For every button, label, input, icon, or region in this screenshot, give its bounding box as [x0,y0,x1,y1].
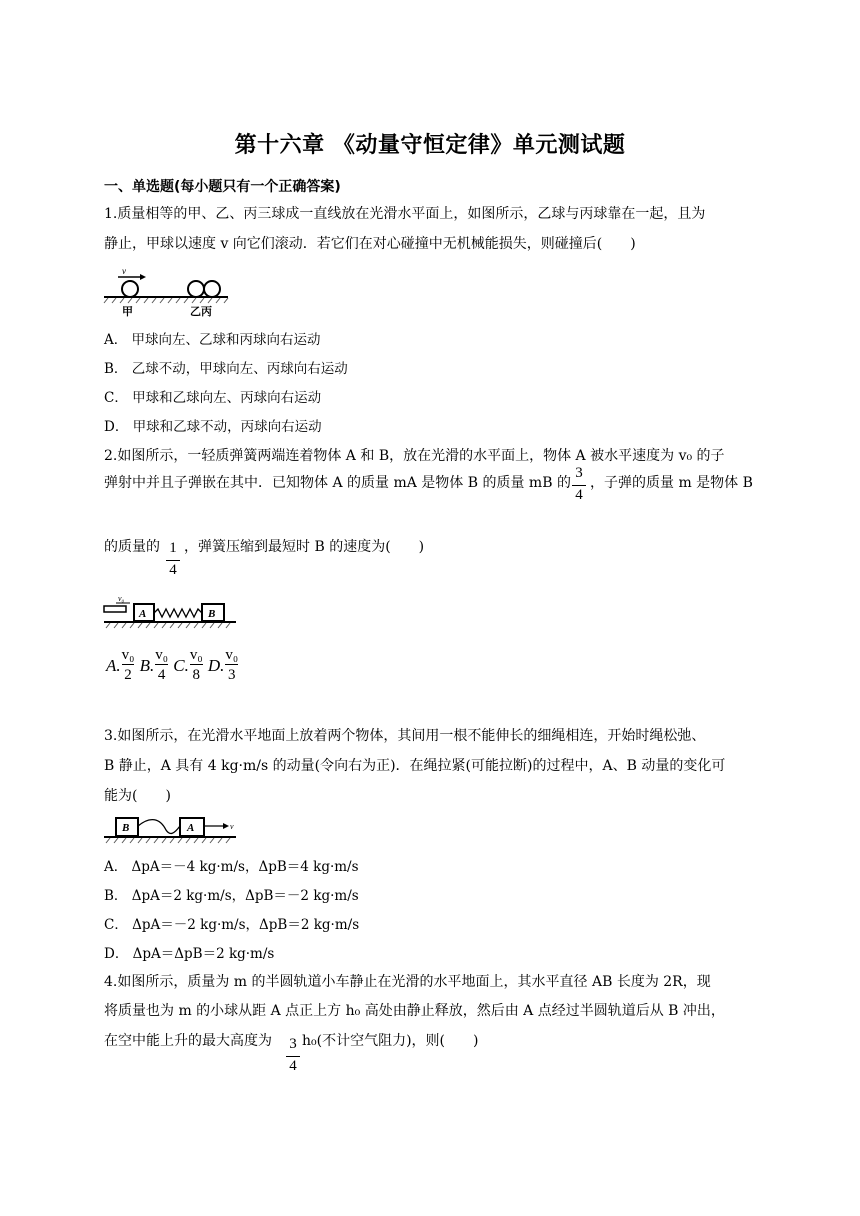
q2-fig-label-b: B [208,608,216,620]
q3-option-c: C． ΔpA＝－2 kg·m/s，ΔpB＝2 kg·m/s [104,917,360,933]
q2-fraction-1-4 [166,540,180,581]
q2-choice-b-label: B. [139,655,155,675]
q2-text-line1: 2.如图所示，一轻质弹簧两端连着物体 A 和 B，放在光滑的水平面上，物体 A 被水平速度为 v₀ 的子 [104,448,725,464]
q2-choice-a-fraction: $\frac{\text{v₀}}{2}$ [121,647,135,683]
q3-option-a: A． ΔpA＝－4 kg·m/s，ΔpB＝4 kg·m/s [104,859,359,875]
q1-option-a: A． 甲球向左、乙球和丙球向右运动 [104,332,321,348]
q1-option-d: D． 甲球和乙球不动，丙球向右运动 [104,419,322,435]
q3-fig-label-b: B [122,822,130,834]
q2-choice-d-fraction: $\frac{\text{v₀}}{3}$ [225,647,239,683]
q2-choices [106,646,239,685]
q4-text-line3a: 在空中能上升的最大高度为 [104,1033,272,1049]
q2-figure [102,592,240,630]
q1-text-line2: 静止，甲球以速度 v 向它们滚动．若它们在对心碰撞中无机械能损失，则碰撞后( ) [104,236,636,252]
q3-option-d: D． ΔpA＝ΔpB＝2 kg·m/s [104,946,275,962]
page-title: 第十六章 《动量守恒定律》单元测试题 [234,133,626,158]
q3-fig-label-a: A [187,822,195,834]
q1-option-b: B． 乙球不动，甲球向左、丙球向右运动 [104,361,348,377]
q3-text-line2: B 静止，A 具有 4 kg·m/s 的动量(令向右为正)．在绳拉紧(可能拉断)的过程中，A、B 动量的变化可 [104,758,726,774]
q3-figure [102,812,240,848]
q1-fig-label-jia: 甲 [122,305,133,318]
q3-option-b: B． ΔpA＝2 kg·m/s，ΔpB＝－2 kg·m/s [104,888,359,904]
q2-frac1-num: 3 [575,465,583,481]
q2-choice-d-label: D. [207,655,225,675]
q1-fig-label-v: v [122,266,126,276]
q2-text-line2a: 弹射中并且子弹嵌在其中．已知物体 A 的质量 mA 是物体 B 的质量 mB 的 [104,475,571,491]
q2-choice-c-fraction: $\frac{\text{v₀}}{8}$ [189,647,203,683]
q3-fig-label-v: v [230,822,234,831]
q2-choice-c-label: C. [173,655,189,675]
q3-text-line1: 3.如图所示，在光滑水平地面上放着两个物体，其间用一根不能伸长的细绳相连，开始时绳松弛、 [104,728,706,744]
q1-figure [100,264,232,318]
section-heading: 一、单选题(每小题只有一个正确答案) [104,179,341,195]
q2-fig-label-v0: v₀ [118,594,125,603]
q1-fig-label-yibing: 乙丙 [190,305,212,318]
q4-frac-den: 4 [289,1058,297,1074]
q4-text-line1: 4.如图所示，质量为 m 的半圆轨道小车静止在光滑的水平地面上，其水平直径 AB 长度为 2R，现 [104,974,711,990]
q4-text-line2: 将质量也为 m 的小球从距 A 点正上方 h₀ 高处由静止释放，然后由 A 点经过半圆轨道后从 B 冲出， [104,1003,725,1019]
q4-text-line3b: h₀(不计空气阻力)，则( ) [302,1033,479,1049]
q4-frac-num: 3 [289,1036,297,1052]
q2-fig-label-a: A [139,608,147,620]
q2-choice-a-label: A. [106,655,121,675]
q4-fraction-3-4 [286,1036,300,1077]
q2-text-line3b: ，弹簧压缩到最短时 B 的速度为( ) [184,539,425,555]
q3-text-line3: 能为( ) [104,788,171,804]
q2-frac2-den: 4 [169,562,177,578]
q2-frac2-num: 1 [169,540,177,556]
q2-text-line2b: ，子弹的质量 m 是物体 B [590,475,753,491]
q2-frac1-den: 4 [575,487,583,503]
q1-option-c: C． 甲球和乙球向左、丙球向右运动 [104,390,322,406]
q2-text-line3a: 的质量的 [104,539,160,555]
q2-choice-b-fraction: $\frac{\text{v₀}}{4}$ [155,647,168,683]
q2-fraction-3-4 [572,465,586,506]
q1-text-line1: 1.质量相等的甲、乙、丙三球成一直线放在光滑水平面上，如图所示，乙球与丙球靠在一起，且为 [104,206,706,222]
